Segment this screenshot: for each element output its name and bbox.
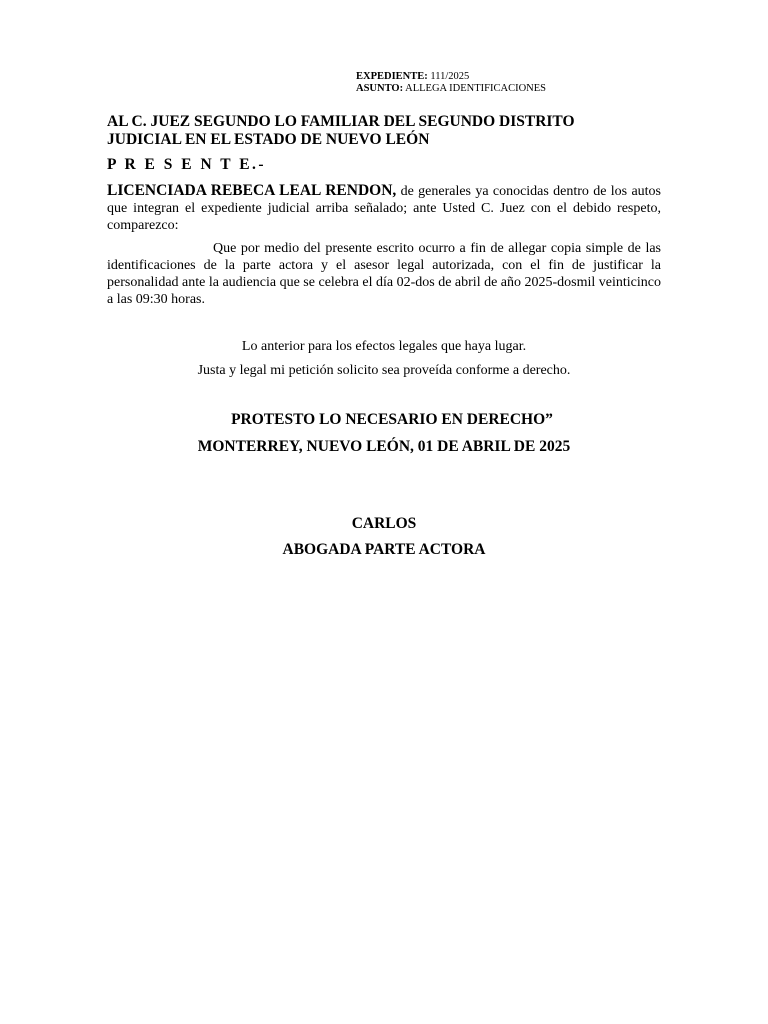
case-header [356, 71, 546, 95]
petitioner-name: LICENCIADA REBECA LEAL RENDON, [107, 182, 397, 199]
protesto-line: PROTESTO LO NECESARIO EN DERECHO” [231, 411, 553, 428]
intro-paragraph [107, 182, 661, 234]
signer-role: ABOGADA PARTE ACTORA [282, 541, 486, 558]
intro-text: de generales ya conocidas dentro de los autos que integran el expediente judicial arriba señalado; ante Usted C. Juez con el debido respeto, comparezco: [107, 184, 661, 233]
expediente-value: 111/2025 [430, 71, 470, 82]
closing-line-1: Lo anterior para los efectos legales que haya lugar. [241, 339, 527, 354]
addressee-line-2: JUDICIAL EN EL ESTADO DE NUEVO LEÓN [107, 131, 430, 148]
closing-line-2: Justa y legal mi petición solicito sea proveída conforme a derecho. [197, 363, 571, 378]
presente-heading: P R E S E N T E.- [107, 156, 267, 173]
signer-name: CARLOS [351, 515, 417, 532]
expediente-label: EXPEDIENTE: [356, 71, 428, 82]
expediente-line [356, 71, 546, 83]
addressee [107, 113, 667, 149]
place-date-line: MONTERREY, NUEVO LEÓN, 01 DE ABRIL DE 2025 [197, 438, 571, 455]
body-paragraph: Que por medio del presente escrito ocurro a fin de allegar copia simple de las identificaciones de la parte actora y el asesor legal autorizada, con el fin de justificar la personalidad ante la audiencia que se celebra el día 02-dos de abril de año 2025-dosmil veinticinco a las 09:30 horas. [107, 241, 661, 307]
asunto-label: ASUNTO: [356, 83, 404, 94]
asunto-value: ALLEGA IDENTIFICACIONES [405, 83, 546, 94]
addressee-line-1: AL C. JUEZ SEGUNDO LO FAMILIAR DEL SEGUNDO DISTRITO [107, 113, 575, 130]
asunto-line [356, 83, 546, 95]
